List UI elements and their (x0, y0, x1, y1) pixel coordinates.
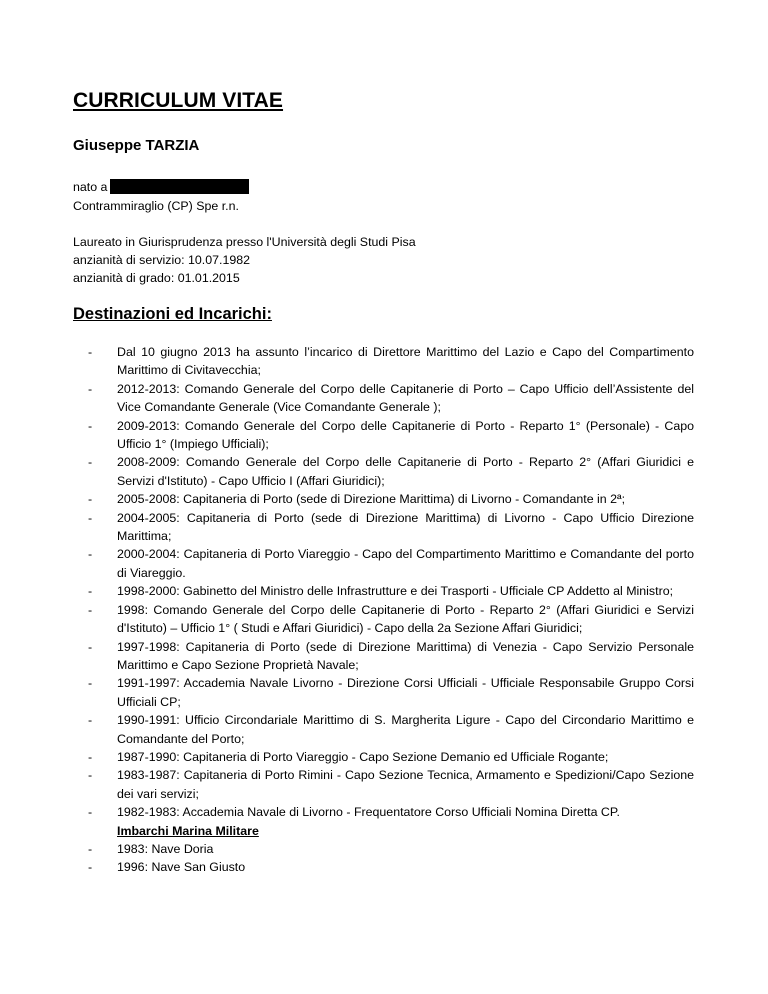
list-item-text: 2009-2013: Comando Generale del Corpo delle Capitanerie di Porto - Reparto 1° (Personale) - Capo Ufficio 1° (Impiego Ufficiali); (117, 418, 694, 452)
list-item-text: 1998-2000: Gabinetto del Ministro delle Infrastrutture e dei Trasporti - Ufficiale CP Addetto al Ministro; (117, 584, 674, 599)
list-item (0, 343, 694, 380)
list-item (0, 601, 694, 638)
list-item (0, 858, 694, 876)
bullet-dash: - (88, 381, 93, 396)
bullet-dash: - (88, 805, 93, 820)
bullet-dash: - (88, 492, 93, 507)
bullet-dash: - (88, 455, 93, 470)
list-item-text: Dal 10 giugno 2013 ha assunto l’incarico di Direttore Marittimo del Lazio e Capo del Compartimento Marittimo di Civitavecchia; (117, 345, 694, 378)
bullet-dash: - (88, 768, 93, 783)
list-item (0, 545, 694, 582)
list-item (0, 582, 694, 600)
list-item-text: 1987-1990: Capitaneria di Porto Viareggio - Capo Sezione Demanio ed Ufficiale Rogante; (117, 749, 609, 764)
list-item (0, 509, 694, 546)
list-item-text: 1996: Nave San Giusto (117, 860, 246, 875)
list-item-text: 1983: Nave Doria (117, 841, 214, 856)
bullet-dash: - (88, 676, 93, 691)
list-item-text: 2012-2013: Comando Generale del Corpo delle Capitanerie di Porto – Capo Ufficio dell’Assistente del Vice Comandante Generale (Vice Comandante Generale ); (117, 381, 694, 415)
list-item-text: 1990-1991: Ufficio Circondariale Marittimo di S. Margherita Ligure - Capo del Circondario Marittimo e Comandante del Porto; (117, 713, 694, 746)
list-item (0, 380, 694, 417)
list-item (0, 711, 694, 748)
bullet-dash: - (88, 547, 93, 562)
list-item-text: 2004-2005: Capitaneria di Porto (sede di Direzione Marittima) di Livorno - Capo Ufficio Direzione Marittima; (117, 510, 694, 544)
birth-line (73, 179, 249, 196)
bullet-dash: - (88, 510, 93, 525)
service-seniority-line: anzianità di servizio: 10.07.1982 (73, 253, 251, 267)
list-item (0, 748, 694, 766)
list-item (0, 674, 694, 711)
redaction-bar (110, 179, 249, 194)
list-item (0, 638, 694, 675)
list-item (0, 453, 694, 490)
bullet-dash: - (88, 602, 93, 617)
list-item-text: 1998: Comando Generale del Corpo delle Capitanerie di Porto - Reparto 2° (Affari Giuridici e Servizi d'Istituto) – Ufficio 1° ( Studi e Affari Giuridici) - Capo della 2a Sezione Affari Giuridici; (117, 602, 694, 636)
list-item (0, 417, 694, 454)
list-item-text: 1991-1997: Accademia Navale Livorno - Direzione Corsi Ufficiali - Ufficiale Responsabile Gruppo Corsi Ufficiali CP; (117, 676, 694, 709)
bullet-dash: - (88, 584, 93, 599)
section-heading: Destinazioni ed Incarichi: (73, 305, 272, 323)
rank-seniority-line: anzianità di grado: 01.01.2015 (73, 271, 240, 285)
bullet-dash: - (88, 841, 93, 856)
list-item-text: 1997-1998: Capitaneria di Porto (sede di Direzione Marittima) di Venezia - Capo Servizio Personale Marittimo e Capo Sezione Proprietà Navale; (117, 639, 694, 672)
list-item-text: 2000-2004: Capitaneria di Porto Viareggio - Capo del Compartimento Marittimo e Comandante del porto di Viareggio. (117, 547, 694, 580)
list-item (0, 803, 694, 840)
bullet-dash: - (88, 345, 93, 359)
bullet-dash: - (88, 639, 93, 654)
rank-line: Contrammiraglio (CP) Spe r.n. (73, 199, 239, 213)
bullet-dash: - (88, 713, 93, 728)
embark-heading: Imbarchi Marina Militare (117, 823, 259, 838)
list-item (0, 840, 694, 858)
list-item-text: 1982-1983: Accademia Navale di Livorno - Frequentatore Corso Ufficiali Nomina Diretta CP. (117, 805, 620, 820)
list-item (0, 490, 694, 508)
degree-line: Laureato in Giurisprudenza presso l'Università degli Studi Pisa (73, 235, 416, 249)
document-title: CURRICULUM VITAE (73, 89, 284, 112)
person-name: Giuseppe TARZIA (73, 137, 200, 154)
bullet-dash: - (88, 749, 93, 764)
birth-label: nato a (73, 180, 108, 194)
bullet-dash: - (88, 418, 93, 433)
assignments-list (0, 343, 768, 877)
list-item-text: 2008-2009: Comando Generale del Corpo delle Capitanerie di Porto - Reparto 2° (Affari Giuridici e Servizi d'Istituto) - Capo Ufficio I (Affari Giuridici); (117, 455, 694, 488)
list-item (0, 766, 694, 803)
bullet-dash: - (88, 860, 93, 875)
list-item-text: 1983-1987: Capitaneria di Porto Rimini - Capo Sezione Tecnica, Armamento e Spedizioni/Capo Sezione dei vari servizi; (117, 768, 694, 801)
list-item-text: 2005-2008: Capitaneria di Porto (sede di Direzione Marittima) di Livorno - Comandante in 2ª; (117, 492, 626, 507)
